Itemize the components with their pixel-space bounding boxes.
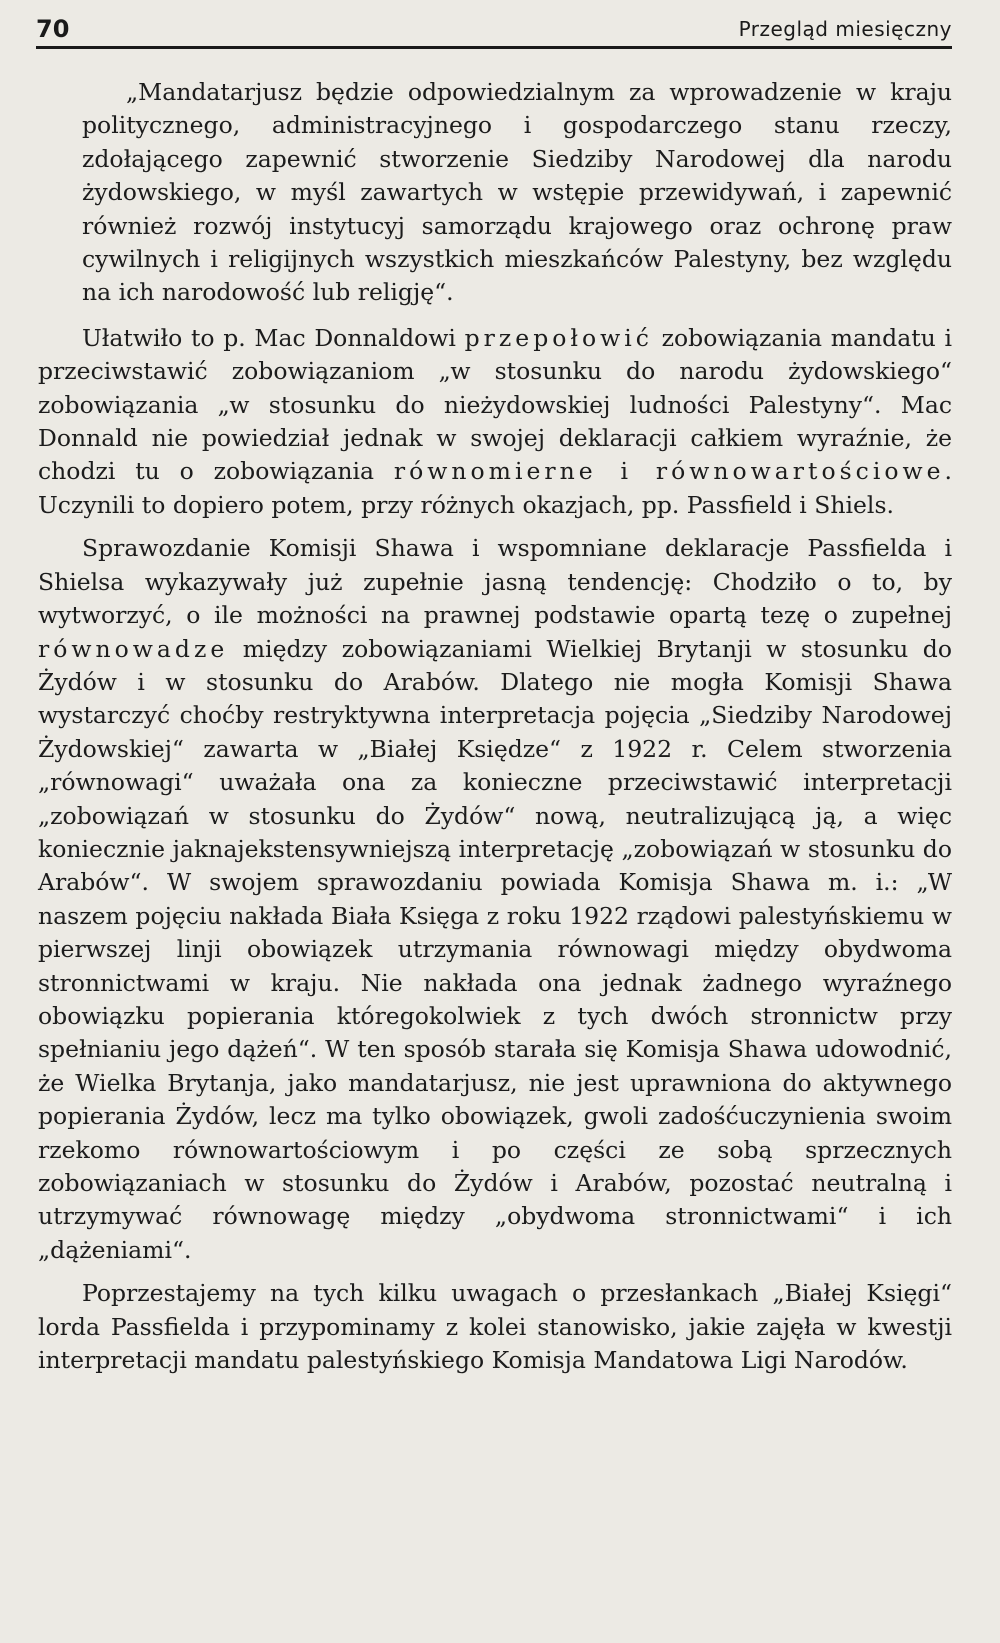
running-title: Przegląd miesięczny: [738, 17, 952, 41]
p3-text-c: między zobowiązaniami Wielkiej Brytanji w stosunku do Żydów i w stosunku do Arabów. Dlatego nie mogła Komisji Shawa wystarczyć choćby restryktywna interpretacja pojęcia „Siedziby Narodowej Żydowskiej“ zawarta w „Białej Księdze“ z 1922 r. Celem stworzenia „równowagi“ uważała ona za konieczne przeciwstawić interpretacji „zobowiązań w stosunku do Żydów“ nową, neutralizującą ją, a więc koniecznie jaknajekstensywniejszą interpretację „zobowiązań w stosunku do Arabów“. W swojem sprawozdaniu powiada Komisja Shawa m. i.: „W naszem pojęciu nakłada Biała Księga z roku 1922 rządowi palestyńskiemu w pierwszej linji obowiązek utrzymania równowagi między obydwoma stronnictwami w kraju. Nie nakłada ona jednak żadnego wyraźnego obowiązku popierania któregokolwiek z tych dwóch stronnictw przy spełnianiu jego dążeń“. W ten sposób starała się Komisja Shawa udowodnić, że Wielka Brytanja, jako mandatarjusz, nie jest uprawniona do aktywnego popierania Żydów, lecz ma tylko obowiązek, gwoli zadośćuczynienia swoim rzekomo równowartościowym i po części ze sobą sprzecznych zobowiązaniach w stosunku do Żydów i Arabów, pozostać neutralną i utrzymywać równowagę między „obydwoma stronnictwami“ i ich „dążeniami“.: [38, 634, 952, 1264]
p3-spaced-b: równowadze: [38, 634, 229, 663]
p3-text-a: Sprawozdanie Komisji Shawa i wspomniane deklaracje Passfielda i Shielsa wykazywały już zupełnie jasną tendencję: Chodziło o to, by wytworzyć, o ile możności na prawnej podstawie opartą tezę o zupełnej: [38, 534, 952, 630]
p2-spaced-a: przepołowić: [464, 323, 653, 352]
paragraph-4: Poprzestajemy na tych kilku uwagach o przesłankach „Białej Księgi“ lorda Passfielda i przypominamy z kolei stanowisko, jakie zajęła w kwestji interpretacji mandatu palestyńskiego Komisja Mandatowa Ligi Narodów.: [38, 1279, 952, 1375]
p2-spaced-d: równomierne i równowartościowe: [393, 457, 945, 486]
header-rule: [36, 46, 952, 49]
p2-text-e: . Uczynili to dopiero potem, przy różnych okazjach, pp. Passfield i Shiels.: [38, 457, 952, 519]
paragraph-2: [38, 322, 952, 522]
p2-text-c: zobowiązania mandatu i przeciwstawić zobowiązaniom „w stosunku do narodu żydowskiego“ zobowiązania „w stosunku do nieżydowskiej ludności Palestyny“. Mac Donnald nie powiedział jednak w swojej deklaracji całkiem wyraźnie, że chodzi tu o zobowiązania: [38, 323, 953, 486]
page-header: [36, 12, 952, 46]
paragraph-3: [38, 532, 952, 1267]
page-number: 70: [36, 15, 70, 43]
quote-paragraph: [38, 76, 952, 310]
p2-text-a: Ułatwiło to p. Mac Donnaldowi: [82, 323, 465, 352]
quote-text: „Mandatarjusz będzie odpowiedzialnym za wprowadzenie w kraju politycznego, administracyjnego i gospodarczego stanu rzeczy, zdołającego zapewnić stworzenie Siedziby Narodowej dla narodu żydowskiego, w myśl zawartych w wstępie przewidywań, i zapewnić również rozwój instytucyj samorządu krajowego oraz ochronę praw cywilnych i religijnych wszystkich mieszkańców Palestyny, bez względu na ich narodowość lub religję“.: [82, 78, 952, 307]
article-body: [38, 76, 952, 1377]
